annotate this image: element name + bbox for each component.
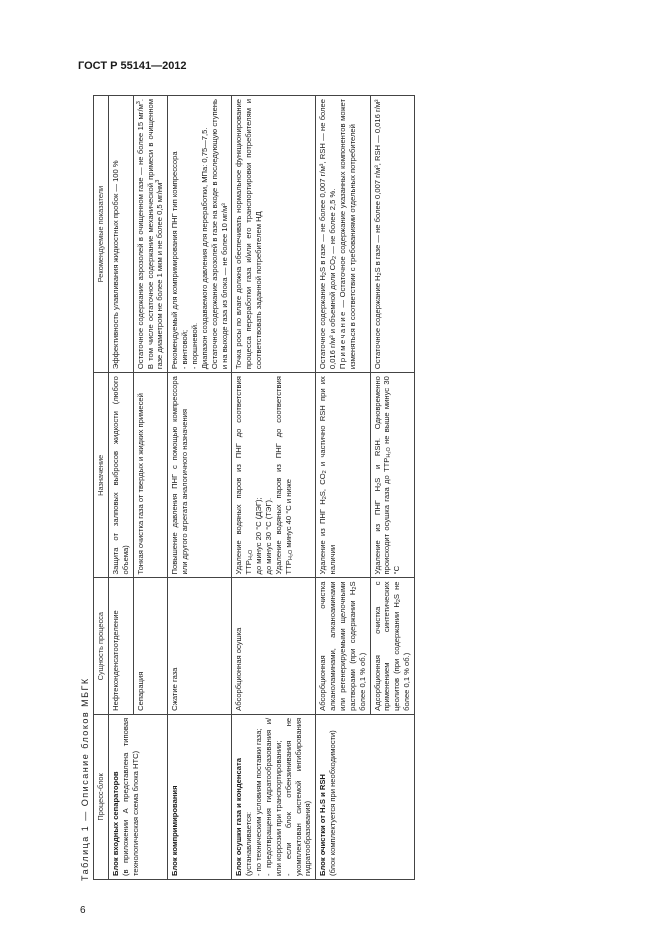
text-part: . В том числе остаточное содержание механической примеси в очищенном газе диаметром не более 1 мкм и не более 0,5 мг/нм (135, 99, 165, 370)
cell-purpose: Тонкая очистка газа от твердых и жидких примесей (133, 373, 168, 578)
col-header-block: Процесс-блок (94, 714, 109, 879)
block-title: Блок осушки газа и конденсата (234, 758, 244, 876)
subscript: H₂O (248, 549, 255, 561)
rec-line: Диапазон создаваемого давления для переработки, МПа: 0,75—7,5. (199, 127, 209, 370)
subscript: 2 (351, 586, 358, 590)
cell-essence (370, 578, 414, 714)
block-note-line: (устанавливается: (244, 811, 254, 876)
text-part: S и RSH. Одновременно происходит осушка газа до ТТР (372, 376, 392, 575)
cell-recommended (316, 96, 370, 373)
cell-block-compression (168, 714, 232, 879)
subscript: 2 (322, 470, 329, 474)
subscript: 2 (332, 255, 339, 259)
subscript: 2 (322, 496, 329, 500)
cell-essence: Нефтеконденсатоотделение (109, 578, 134, 714)
text-part: S более 0,1 % об.) (347, 581, 367, 711)
note-line (338, 99, 358, 369)
note-label: Примечание (338, 310, 348, 370)
text-part: Удаление из ПНГ H (372, 485, 382, 575)
text-part: до минус 20 °С (ДЭГ); (254, 497, 264, 575)
subscript: H₂O (287, 549, 294, 561)
cell-recommended (133, 96, 168, 373)
subscript: H₂O (386, 447, 393, 458)
cell-purpose (232, 373, 316, 578)
text-part: минус 40 °С и ниже (283, 479, 293, 550)
text-part: Удаление водяных паров из ПНГ до соответствия ТТР (234, 376, 254, 575)
cell-recommended: Эффективность улавливания жидкостных пробок — 100 % (109, 96, 134, 373)
subscript: 2 (396, 599, 403, 603)
text-part: до минус 30 °С (ТЭГ). (264, 497, 274, 575)
text-part: Удаление водяных паров из ПНГ до соответствия ТТР (273, 376, 293, 575)
page-number: 6 (80, 905, 86, 916)
block-title: Блок компримирования (170, 785, 180, 876)
text-part: Остаточное содержание H (372, 275, 382, 370)
subscript: 2 (376, 272, 383, 276)
table-caption-text: Таблица 1 — Описание блоков МБГК (80, 677, 90, 881)
col-header-purpose: Назначение (94, 373, 109, 578)
blocks-table (93, 95, 415, 880)
subscript: 2 (376, 482, 383, 486)
rec-line: Рекомендуемый для компримирования ПНГ тип компрессора (170, 151, 180, 370)
cell-recommended (168, 96, 232, 373)
text-part: S в газе — не более 0,007 г/м³, RSH — не более 0,016 г/м³ и объемной доли CO (318, 99, 338, 370)
table-header-row (94, 96, 109, 880)
superscript: 3 (135, 101, 142, 105)
cell-purpose: Защита от залповых выбросов жидкости (любого объема) (109, 373, 134, 578)
col-header-essence: Сущность процесса (94, 578, 109, 714)
table-row (109, 96, 134, 880)
document-code: ГОСТ Р 55141—2012 (78, 60, 187, 72)
col-header-recommended: Рекомендуемые показатели (94, 96, 109, 373)
text-part: S, CO (318, 473, 328, 497)
block-note-line: - по техническим условиям поставки газа; (254, 728, 264, 876)
rec-line: Остаточное содержание аэрозолей в газе на входе в последующую ступень и на выходе газа из блока — не более 10 мг/м³ (209, 99, 229, 370)
cell-essence: Абсорбционная осушка (232, 578, 316, 714)
subscript: 2 (322, 272, 329, 276)
block-note: (в приложении А представлена типовая технологическая схема блока НТС) (120, 717, 140, 876)
block-note-line: - предотвращения гидратообразования и/или коррозии при транспортировании; (264, 717, 283, 876)
table-row (168, 96, 232, 880)
block-note-line: - если блок отбензинивания не укомплектован системой ингибирования гидратообразования) (283, 717, 313, 876)
rotated-table-container (93, 95, 639, 880)
text-part: Адсорбционная очистка с применением синтетических цеолитов (при содержании H (372, 581, 402, 711)
rec-line: - поршневой. (190, 322, 200, 370)
rec-line: - винтовой; (180, 329, 190, 370)
text-part: S не более 0,1 % об.) (392, 581, 412, 711)
cell-block-separator (109, 714, 168, 879)
text-part: Остаточное содержание аэрозолей в очищенном газе — не более 15 мг/м (135, 104, 145, 370)
text-part: — не более 2,5 %. (328, 188, 338, 256)
cell-essence: Сжатие газа (168, 578, 232, 714)
cell-purpose: Повышение давления ПНГ с помощью компрессора или другого агрегата аналогичного назначения (168, 373, 232, 578)
text-part: и частично RSH при их наличии (318, 376, 338, 575)
text-part: Остаточное содержание H (318, 275, 328, 370)
cell-recommended: Точка росы по влаге должна обеспечивать нормальное функционирование процесса переработки газа и/или его транспортировки потребителям и соответствовать заданной потребителем НД (232, 96, 316, 373)
cell-essence: Сепарация (133, 578, 168, 714)
cell-block-drying (232, 714, 316, 879)
block-note: (блок комплектуется при необходимости) (328, 730, 338, 876)
text-part: не выше минус 30 °С (382, 376, 402, 575)
table-row (232, 96, 316, 880)
note-text: — Остаточное содержание указанных компонентов может изменяться в соответствии с требованиями отдельных потребителей (338, 99, 357, 370)
text-part: Удаление из ПНГ H (318, 499, 328, 575)
cell-essence (316, 578, 370, 714)
block-title: Блок входных сепараторов (111, 771, 120, 876)
cell-purpose (316, 373, 370, 578)
table-caption (78, 141, 92, 881)
text-part: Абсорбционная очистка алканоламинами, алканоаминами или регенерируемыми щелочными растворами (при содержании H (318, 581, 357, 711)
text-part: S в газе — не более 0,007 г/м³, RSH — 0,016 г/м³ (372, 99, 382, 273)
superscript: 3 (155, 179, 162, 183)
cell-recommended (370, 96, 414, 373)
cell-purpose (370, 373, 414, 578)
table-row (316, 96, 370, 880)
block-title: Блок очистки от H₂S и RSH (318, 774, 328, 876)
cell-block-h2s (316, 714, 415, 879)
